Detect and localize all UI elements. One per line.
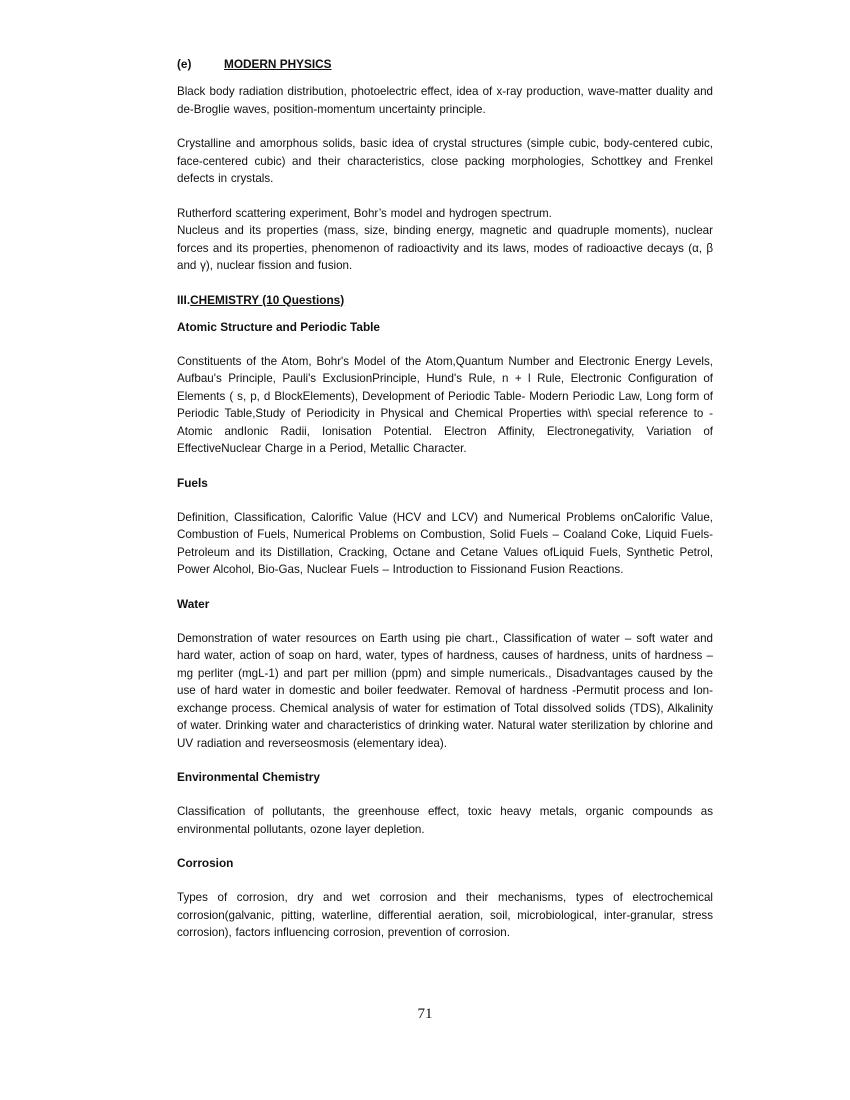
water-heading: Water (177, 596, 210, 611)
chemistry-heading (177, 292, 713, 309)
modern-physics-paragraph-4: Nucleus and its properties (mass, size, binding energy, magnetic and quadruple moments), nuclear forces and its properties, phenomenon of radioactivity and its laws, modes of radioactive decays (α, β and γ), nuclear fission and fusion. (177, 224, 713, 272)
modern-physics-heading (177, 56, 713, 73)
fuels-text: Definition, Classification, Calorific Value (HCV and LCV) and Numerical Problems onCalorific Value, Combustion of Fuels, Numerical Problems on Combustion, Solid Fuels – Coaland Coke, Liquid Fuels- Petroleum and its Distillation, Cracking, Octane and Cetane Values ofLiquid Fuels, Synthetic Petrol, Power Alcohol, Bio-Gas, Nuclear Fuels – Introduction to Fissionand Fusion Reactions. (177, 510, 713, 576)
environmental-chemistry-heading: Environmental Chemistry (177, 770, 320, 784)
chemistry-prefix: III. (177, 292, 191, 307)
modern-physics-paragraph-1: Black body radiation distribution, photoelectric effect, idea of x-ray production, wave-matter duality and de-Broglie waves, position-momentum uncertainty principle. (177, 85, 713, 116)
section-title: MODERN PHYSICS (224, 57, 332, 71)
fuels-heading: Fuels (177, 475, 208, 490)
modern-physics-paragraph-2: Crystalline and amorphous solids, basic idea of crystal structures (simple cubic, body-centered cubic, face-centered cubic) and their characteristics, close packing morphologies, Schottkey and Frenkel defects in crystals. (177, 137, 713, 185)
section-label: (e) (177, 57, 192, 71)
corrosion-text: Types of corrosion, dry and wet corrosion and their mechanisms, types of electrochemical corrosion(galvanic, pitting, waterline, differential aeration, soil, microbiological, inter-granular, stress corrosion), factors influencing corrosion, prevention of corrosion. (177, 891, 713, 939)
water-text: Demonstration of water resources on Earth using pie chart., Classification of water – soft water and hard water, action of soap on hard, water, types of hardness, causes of hardness, units of hardness – mg perliter (mgL-1) and part per million (ppm) and simple numericals., Disadvantages caused by the use of hard water in domestic and boiler feedwater. Removal of hardness -Permutit process and Ion-exchange process. Chemical analysis of water for estimation of Total dissolved solids (TDS), Alkalinity of water. Drinking water and characteristics of drinking water. Natural water sterilization by chlorine and UV radiation and reverseosmosis (elementary idea). (177, 631, 713, 750)
modern-physics-paragraph-3: Rutherford scattering experiment, Bohr’s model and hydrogen spectrum. (177, 206, 552, 220)
atomic-structure-text: Constituents of the Atom, Bohr's Model of the Atom,Quantum Number and Electronic Energy Levels, Aufbau's Principle, Pauli's ExclusionPrinciple, Hund's Rule, n + l Rule, Electronic Configuration of Elements ( s, p, d BlockElements), Development of Periodic Table- Modern Periodic Law, Long form of Periodic Table,Study of Periodicity in Physical and Chemical Properties with\ special reference to - Atomic andIonic Radii, Ionisation Potential. Electron Affinity, Electronegativity, Variation of EffectiveNuclear Charge in a Period, Metallic Character. (177, 354, 713, 455)
environmental-chemistry-text: Classification of pollutants, the greenhouse effect, toxic heavy metals, organic compounds as environmental pollutants, ozone layer depletion. (177, 805, 713, 836)
chemistry-title: CHEMISTRY (10 Questions) (190, 292, 345, 307)
corrosion-heading: Corrosion (177, 856, 234, 870)
page-content (177, 56, 713, 942)
atomic-structure-heading: Atomic Structure and Periodic Table (177, 319, 380, 334)
page-number: 71 (417, 1006, 433, 1022)
